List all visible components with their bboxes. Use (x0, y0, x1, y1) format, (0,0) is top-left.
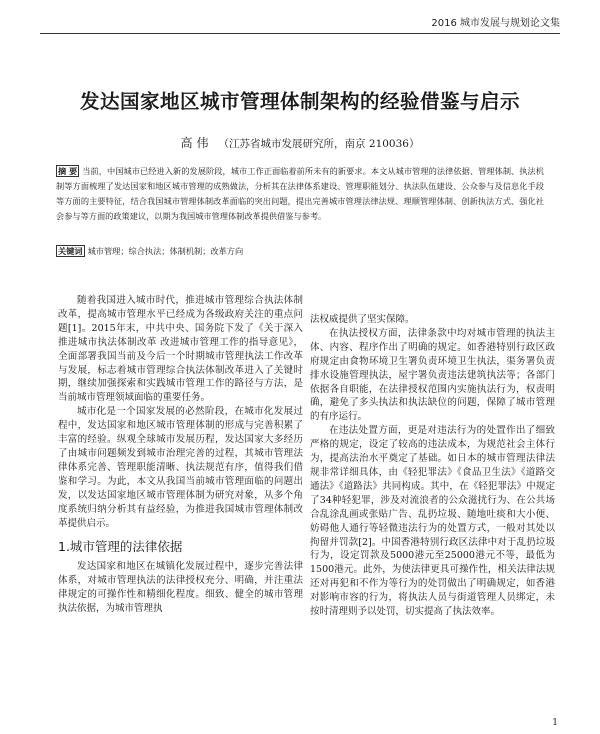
keywords-label: 关键词 (58, 246, 83, 256)
body-paragraph: 发达国家和地区在城镇化发展过程中，逐步完善法律体系，对城市管理执法的法律授权充分、明确，并注重法律规定的可操作性和精细化程度。细致、健全的城市管理执法依据，为城市管理执 (58, 561, 303, 615)
header-rule (40, 33, 560, 34)
running-header: 2016 城市发展与规划论文集 (431, 18, 560, 29)
left-column (58, 294, 303, 616)
abstract-label: 摘 要 (58, 166, 78, 176)
keywords (56, 244, 544, 259)
body-paragraph-continued: 法权威提供了坚实保障。 (310, 314, 415, 325)
body-paragraph: 随着我国进入城市时代，推进城市管理综合执法体制改革，提高城市管理水平已经成为各级政府关注的重点问题[1]。2015年末，中共中央、国务院下发了《关于深入推进城市执法体制改革 改进城市管理工作的指导意见》，全面部署我国当前及今后一个时期城市管理执法工作改革与发展，标志着城市管理综合执法体制改革进入了关键时期，继续加强探索和实践城市管理工作的路径与方法，是当前城市管理领域面临的重要任务。 (58, 295, 303, 404)
byline (0, 134, 600, 151)
author-affiliation: （江苏省城市发展研究所，南京 210036） (218, 138, 420, 150)
author-name: 高伟 (180, 136, 213, 150)
abstract-text: 当前，中国城市已经进入新的发展阶段，城市工作正面临着前所未有的新要求。本文从城市管理的法律依据、管理体制、执法机制等方面梳理了发达国家和地区城市管理的成熟做法，分析其在法律体系建设、管理职能划分、执法队伍建设、公众参与及信息化手段等方面的主要特征，结合我国城市管理体制改革面临的突出问题，提出完善城市管理法律法规、理顺管理体制、创新执法方式、强化社会参与等方面的政策建议，以期为我国城市管理体制改革提供借鉴与参考。 (56, 166, 544, 221)
body-paragraph: 城市化是一个国家发展的必然阶段，在城市化发展过程中，发达国家和地区城市管理体制的形成与完善积累了丰富的经验。纵观全球城市发展历程，发达国家大多经历了由城市问题频发到城市治理完善的过程，其城市管理法律体系完善、管理职能清晰、执法规范有序，值得我们借鉴和学习。为此，本文从我国当前城市管理面临的问题出发，以发达国家地区城市管理体制为研究对象，从多个角度系统归纳分析其有益经验，为推进我国城市管理体制改革提供启示。 (58, 406, 303, 529)
keywords-text: 城市管理；综合执法；体制机制；改革方向 (87, 246, 244, 256)
body-paragraph: 在执法授权方面，法律条款中均对城市管理的执法主体、内容、程序作出了明确的规定。如香港特别行政区政府规定由食物环境卫生署负责环境卫生执法，渠务署负责排水设施管理执法，屋宇署负责违法建筑执法等；各部门依据各自职能，在法律授权范围内实施执法行为，权责明确，避免了多头执法和执法缺位的问题，保障了城市管理的有序运行。 (310, 327, 555, 423)
section-heading: 1.城市管理的法律依据 (58, 539, 183, 555)
body-paragraph: 在违法处置方面，更是对违法行为的处置作出了细致严格的规定，设定了较高的违法成本，为规范社会主体行为，提高法治水平奠定了基础。如日本的城市管理法律法规非常详细具体，由《轻犯罪法》《食品卫生法》《道路交通法》《道路法》共同构成。其中，在《轻犯罪法》中规定了34种轻犯罪，涉及对流浪者的公众滋扰行为、在公共场合乱涂乱画或张贴广告、乱扔垃圾、随地吐痰和大小便、妨碍他人通行等轻微违法行为的处置方式，一般对其处以拘留并罚款[2]。中国香港特别行政区法律中对于乱扔垃圾行为，设定罚款及5000港元至25000港元不等，最低为1500港元。此外，为使法律更具可操作性，相关法律法规还对再犯和不作为等行为的处罚做出了明确规定，如香港对影响市容的行为，将执法人员与街道管理人员绑定，未按时清理则予以处罚，切实提高了执法效率。 (310, 425, 555, 618)
abstract (56, 164, 544, 224)
article-title: 发达国家地区城市管理体制架构的经验借鉴与启示 (79, 90, 520, 113)
page-number: 1 (552, 718, 558, 728)
right-column (310, 313, 555, 619)
